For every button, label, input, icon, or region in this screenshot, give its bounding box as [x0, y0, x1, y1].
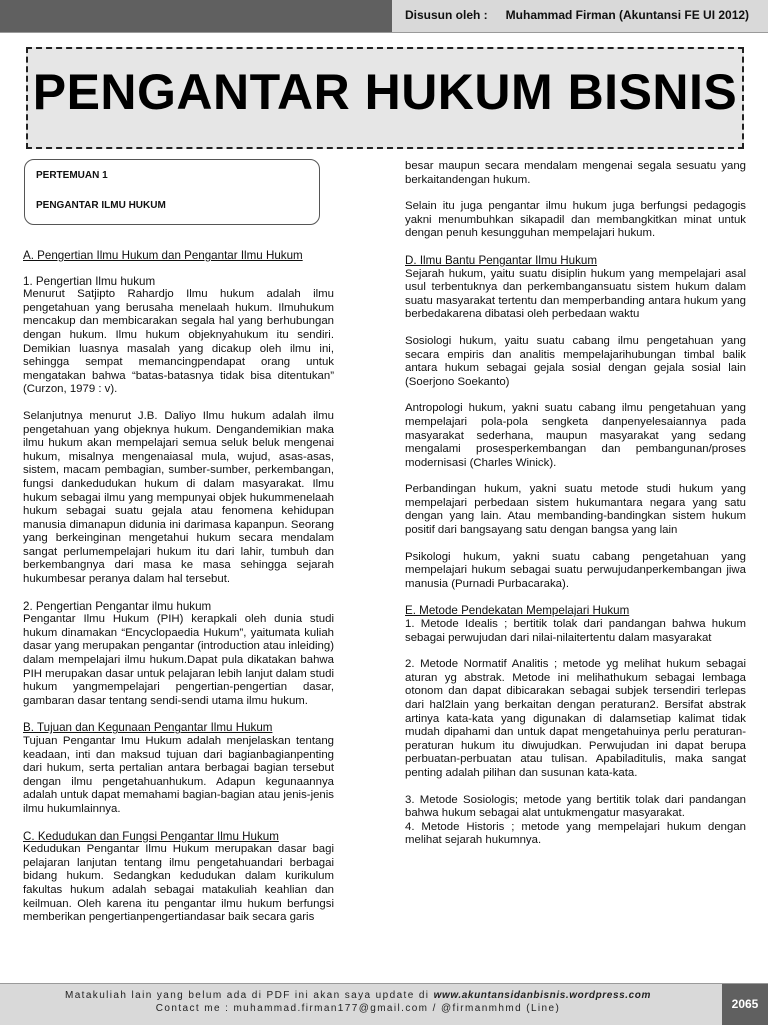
author-credit [405, 8, 767, 22]
item-sosiologi-hukum: Sosiologi hukum, yaitu suatu cabang ilmu pengetahuan yang secara empiris dan analitis mempelajarihubungan timbal balik antara hukum sebagai gejala sosial dengan gejala sosial lain (Soerjono Soekanto) [405, 334, 746, 388]
section-d-heading: D. Ilmu Bantu Pengantar Ilmu Hukum [405, 253, 598, 267]
header-bar [0, 0, 768, 33]
section-a-heading: A. Pengertian Ilmu Hukum dan Pengantar Ilmu Hukum [23, 249, 303, 262]
paragraph-pedagogis: Selain itu juga pengantar ilmu hukum juga berfungsi pedagogis yakni menumbuhkan sikapadil dan membangkitkan minat untuk dengan penuh kesungguhan mempelajari hukum. [405, 200, 746, 240]
footer-update-text: Matakuliah lain yang belum ada di PDF ini akan saya update di [64, 990, 430, 1001]
page-number: 2065 [722, 984, 768, 1025]
item-psikologi-hukum: Psikologi hukum, yakni suatu cabang pengetahuan yang mempelajari hukum sebagai suatu perwujudanperkembangan jiwa manusia (Purnadi Purbacaraka). [405, 550, 746, 590]
paragraph-continued: besar maupun secara mendalam mengenai segala sesuatu yang berkaitandengan hukum. [405, 160, 746, 186]
author-name: Muhammad Firman (Akuntansi FE UI 2012) [505, 8, 750, 22]
method-historis: 4. Metode Historis ; metode yang mempelajari hukum dengan melihat sejarah hukumnya. [405, 820, 746, 847]
meeting-topic: PENGANTAR ILMU HUKUM [36, 200, 166, 211]
left-column [23, 249, 334, 925]
paragraph-kedudukan: Kedudukan Pengantar Ilmu Hukum merupakan dasar bagi pelajaran lanjutan tentang ilmu pengetahuandari berbagai bidang hukum. Sedangkan kedudukan dalam kurikulum fakultas hukum adalah sebagai matakuliah keahlian dan keilmuan. Oleh karena itu pengantar ilmu hukum berfungsi memberikan pengertianpengertiandasar baik secara garis [23, 843, 334, 924]
footer-website-link[interactable]: www.akuntansidanbisnis.wordpress.com [433, 990, 652, 1001]
section-c-heading: C. Kedudukan dan Fungsi Pengantar Ilmu Hukum [23, 829, 279, 843]
footer-contact: Contact me : muhammad.firman177@gmail.com / @firmanmhmd (Line) [155, 1003, 561, 1014]
paragraph-satjipto: Menurut Satjipto Rahardjo Ilmu hukum adalah ilmu pengetahuan yang berusaha menelaah hukum. Ilmuhukum mencakup dan membicarakan segala hal yang berhubungan dengan hukum. Ilmu hukum objeknyahukum itu sendiri. Demikian luasnya masalah yang dicakup oleh ilmu ini, sehingga sempat memancingpendapat orang untuk mengatakan bahwa “batas-batasnya tidak bisa ditentukan” (Curzon, 1979 : v). [23, 288, 334, 396]
footer-bar [0, 983, 768, 1025]
section-e-heading: E. Metode Pendekatan Mempelajari Hukum [405, 604, 630, 618]
meeting-box [24, 159, 320, 225]
section-b-heading: B. Tujuan dan Kegunaan Pengantar Ilmu Hukum [23, 721, 273, 735]
paragraph-daliyo: Selanjutnya menurut J.B. Daliyo Ilmu hukum adalah ilmu pengetahuan yang objeknya hukum. Dengandemikian maka ilmu hukum akan mempelajari semua seluk beluk mengenai hukum, misalnya mengenaiasal mula, wujud, asas-asas, sistem, macam pembagian, sumber-sumber, perkembangan, fungsi dankedudukan hukum di dalam masyarakat. Ilmu hukum sebagai ilmu yang mempunyai objek hukummenelaah hukum sebagai suatu gejala atau fenomena kehidupan manusia dimanapun didunia ini darimasa kapanpun. Seorang yang berkeinginan mengetahui hukum secara mendalam sangat perlumempelajari hukum itu dari lahir, tumbuh dan berkembangnya dari masa ke masa sehingga sejarah hukumbesar peranya dalam hal tersebut. [23, 409, 334, 586]
document-title: PENGANTAR HUKUM BISNIS [32, 64, 738, 120]
method-normatif: 2. Metode Normatif Analitis ; metode yg melihat hukum sebagai aturan yg abstrak. Metode ini melihathukum sebagai lembaga otonom dan dapat dibicarakan sebagai subjek tersendiri terlepas dari hal2lain yang berkaitan dengan peraturan2. Bersifat abstrak artinya kata-kata yang digunakan di dalamsetiap kalimat tidak mudah dipahami dan untuk dapat mengetahuinya perlu peraturan-peraturan hukum itu diwujudkan. Perwujudan ini dapat berupa perbuatan-perbuatan atau tulisan. Apabiladitulis, maka sangat penting adalah pilihan dan susunan kata-kata. [405, 658, 746, 779]
author-label: Disusun oleh : [405, 8, 488, 22]
item-perbandingan-hukum: Perbandingan hukum, yakni suatu metode studi hukum yang mempelajari perbedaan sistem hukumantara negara yang satu dengan yang lain. Atau membanding-bandingkan sistem hukum positif dari bangsayang satu dengan bangsa yang lain [405, 483, 746, 537]
footer-line-1 [0, 990, 716, 1001]
item-sejarah-hukum: Sejarah hukum, yaitu suatu disiplin hukum yang mempelajari asal usul terbentuknya dan perkembangansuatu sistem hukum dalam suatu masyarakat tertentu dan memperbanding antara hukum yang berbedakarena dibatasi oleh perbedaan waktu [405, 267, 746, 321]
item-antropologi-hukum: Antropologi hukum, yakni suatu cabang ilmu pengetahuan yang mempelajari pola-pola sengketa danpenyelesaiannya pada masyarakat sederhana, maupun masyarakat yang sedang mengalami prosesperkembangan dan pembangunan/proses modernisasi (Charles Winick). [405, 402, 746, 469]
method-idealis: 1. Metode Idealis ; bertitik tolak dari pandangan bahwa hukum sebagai perwujudan dari nilai-nilaitertentu dalam masyarakat [405, 618, 746, 644]
method-sosiologis: 3. Metode Sosiologis; metode yang bertitik tolak dari pandangan bahwa hukum sebagai alat untukmengatur masyarakat. [405, 793, 746, 820]
paragraph-tujuan: Tujuan Pengantar Imu Hukum adalah menjelaskan tentang keadaan, inti dan maksud tujuan dari bagianbagianpenting dari hukum, serta pertalian antara berbagai bagian tersebut dengan ilmu pengetahuanhukum. Adapun kegunaannya adalah untuk dapat memahami bagian-bagian atau jenis-jenis ilmu hukumlainnya. [23, 735, 334, 815]
header-dark-block [0, 0, 392, 32]
subsection-1-heading: 1. Pengertian Ilmu hukum [23, 274, 156, 288]
paragraph-pih: Pengantar Ilmu Hukum (PIH) kerapkali oleh dunia studi hukum dinamakan “Encyclopaedia Hukum”, yaitumata kuliah dasar yang merupakan pengantar (introduction atau inleiding) dalam mempelajari ilmu hukum.Dapat pula dikatakan bahwa PIH merupakan dasar untuk pelajaran lebih lanjut dalam studi hukum yangmempelajari pengertian-pengertian dasar, gambaran dasar tentang sendi-sendi utama ilmu hukum. [23, 613, 334, 707]
title-box [26, 47, 744, 149]
right-column [405, 160, 746, 848]
meeting-session: PERTEMUAN 1 [36, 170, 108, 181]
subsection-2-heading: 2. Pengertian Pengantar ilmu hukum [23, 599, 212, 613]
